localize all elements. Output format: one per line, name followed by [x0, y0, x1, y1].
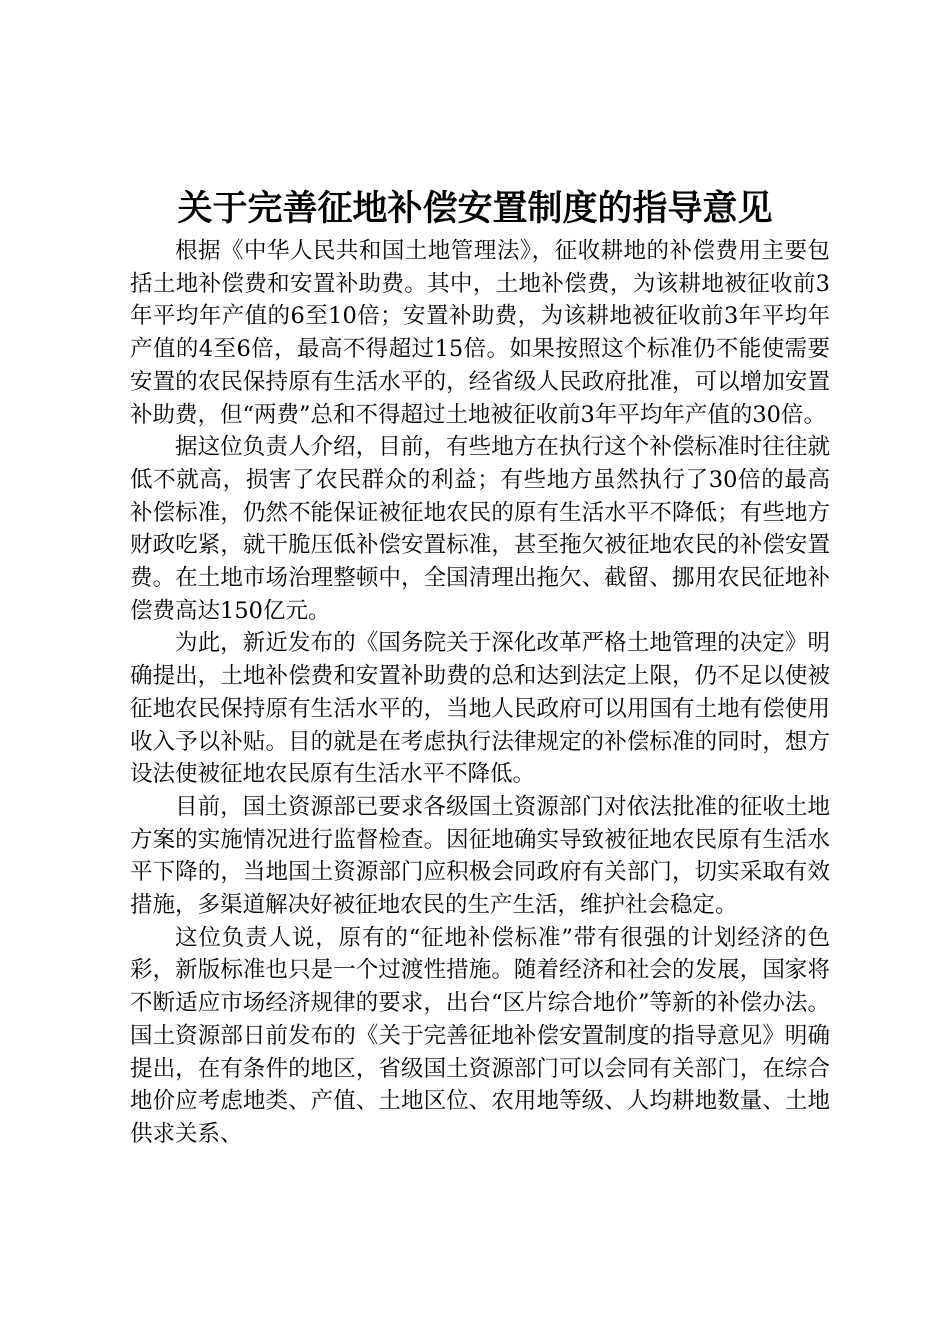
paragraph-3: 为此，新近发布的《国务院关于深化改革严格土地管理的决定》明确提出，土地补偿费和安置补助费的总和达到法定上限，仍不足以使被征地农民保持原有生活水平的，当地人民政府可以用国有土地有偿使用收入予以补贴。目的就是在考虑执行法律规定的补偿标准的同时，想方设法使被征地农民原有生活水平不降低。	[130, 630, 830, 788]
document-body	[130, 235, 830, 1151]
paragraph-2: 据这位负责人介绍，目前，有些地方在执行这个补偿标准时往往就低不就高，损害了农民群众的利益；有些地方虽然执行了30倍的最高补偿标准，仍然不能保证被征地农民的原有生活水平不降低；有些地方财政吃紧，就干脆压低补偿安置标准，甚至拖欠被征地农民的补偿安置费。在土地市场治理整顿中，全国清理出拖欠、截留、挪用农民征地补偿费高达150亿元。	[130, 434, 830, 624]
paragraph-4: 目前，国土资源部已要求各级国土资源部门对依法批准的征收土地方案的实施情况进行监督检查。因征地确实导致被征地农民原有生活水平下降的，当地国土资源部门应积极会同政府有关部门，切实采取有效措施，多渠道解决好被征地农民的生产生活，维护社会稳定。	[130, 793, 830, 919]
paragraph-1: 根据《中华人民共和国土地管理法》，征收耕地的补偿费用主要包括土地补偿费和安置补助费。其中，土地补偿费，为该耕地被征收前3年平均年产值的6至10倍；安置补助费，为该耕地被征收前3年平均年产值的4至6倍，最高不得超过15倍。如果按照这个标准仍不能使需要安置的农民保持原有生活水平的，经省级人民政府批准，可以增加安置补助费，但“两费”总和不得超过土地被征收前3年平均年产值的30倍。	[130, 238, 830, 428]
document-title: 关于完善征地补偿安置制度的指导意见	[177, 189, 773, 229]
paragraph-5: 这位负责人说，原有的“征地补偿标准”带有很强的计划经济的色彩，新版标准也只是一个过渡性措施。随着经济和社会的发展，国家将不断适应市场经济规律的要求，出台“区片综合地价”等新的补偿办法。国土资源部日前发布的《关于完善征地补偿安置制度的指导意见》明确提出，在有条件的地区，省级国土资源部门可以会同有关部门，在综合地价应考虑地类、产值、土地区位、农用地等级、人均耕地数量、土地供求关系、	[130, 924, 830, 1147]
